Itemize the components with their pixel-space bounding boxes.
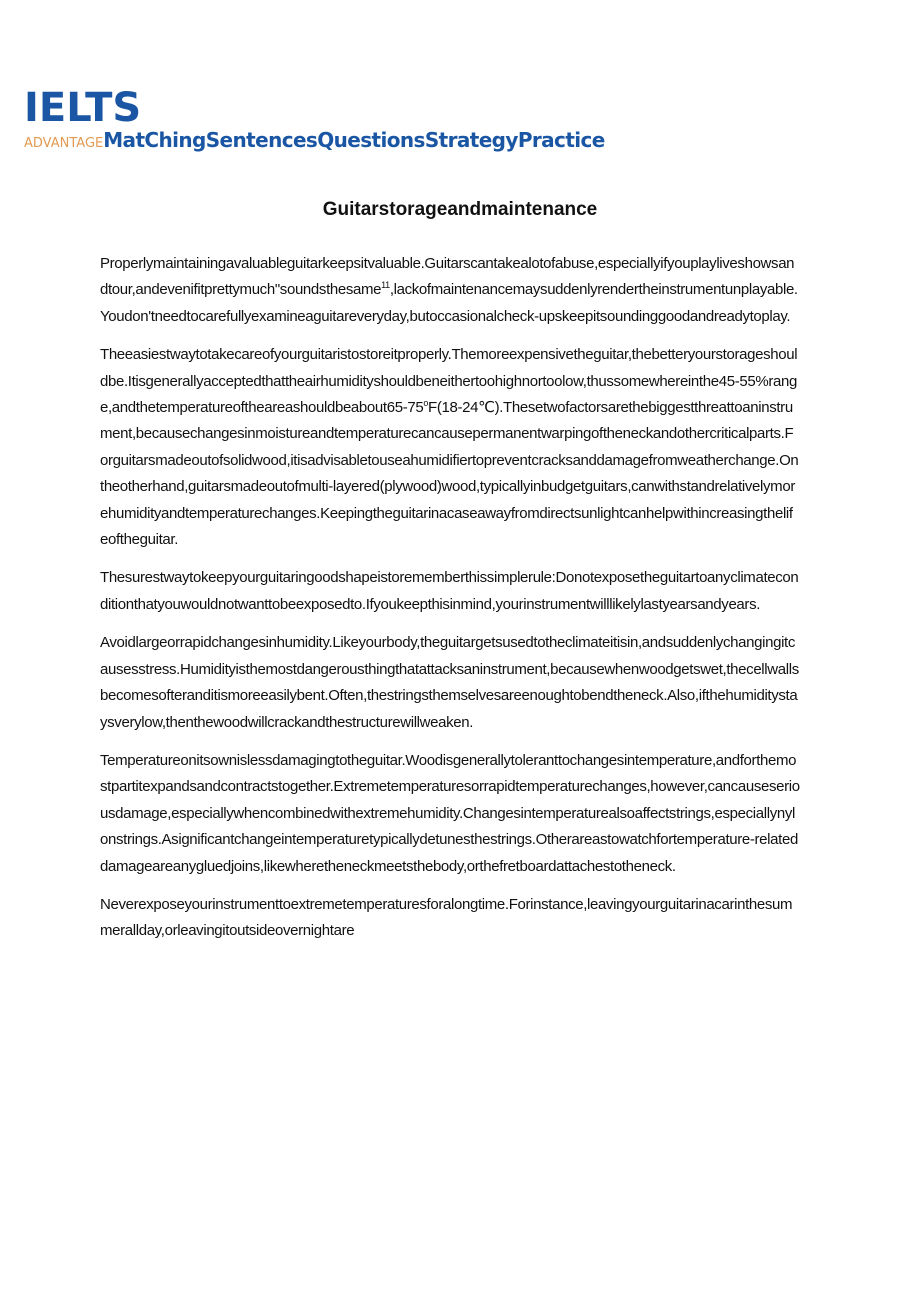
paragraph-5 — [100, 748, 800, 880]
paragraph-6 — [100, 892, 800, 945]
paragraph-3 — [100, 565, 800, 618]
paragraph-text: Neverexposeyourinstrumenttoextremetemperaturesforalongtime.Forinstance,leavingyourguitarinacarinthesummerallday,orleavingitoutsideovernightare — [100, 895, 793, 940]
paragraph-text: Theeasiestwaytotakecareofyourguitaristostoreitproperly.Themoreexpensivetheguitar,thebetteryourstorageshouldbe.Itisgenerallyacceptedthattheairhumidityshouldbeneithertoohighnortoolow,thussomewhereinthe45-55%range,andthetemperatureoftheareashouldbeabout65-75 — [100, 346, 798, 417]
paragraph-4 — [100, 630, 800, 736]
paragraph-text: Temperatureonitsownislessdamagingtotheguitar.Woodisgenerallytoleranttochangesintemperature,andforthemostpartitexpandsandcontractstogether.Extremetemperaturesorrapidtemperaturechanges,however,cancauseseriousdamage,especiallywhencombinedwithextremehumidity.Changesintemperaturealsoaffectstrings,especiallynylonstrings.Asignificantchangeintemperaturetypicallydetunesthestrings.Otherareastowatchfortemperature-relateddamageareanygluedjoins,likewheretheneckmeetsthebody,orthefretboardattachestotheneck. — [100, 751, 800, 875]
superscript: 11 — [381, 280, 390, 291]
paragraph-text: F(18-24℃).Thesetwofactorsarethebiggestthreattoaninstrument,becausechangesinmoistureandtemperaturecancausepermanentwarpingoftheneckandothercriticalparts.Forguitarsmadeoutofsolidwood,itisadvisabletouseahumidifiertopreventcracksanddamagefromweatherchange.Ontheotherhand,guitarsmadeoutofmulti-layered(plywood)wood,typicallyinbudgetguitars,canwithstandrelativelymorehumidityandtemperaturechanges.Keepingtheguitarinacaseawayfromdirectsunlightcanhelpwithincreasingthelifeoftheguitar. — [100, 399, 799, 549]
ielts-logo: IELTS — [24, 85, 142, 131]
header-subtitle — [24, 128, 605, 152]
series-title: MatChingSentencesQuestionsStrategyPractice — [103, 128, 605, 152]
paragraph-1 — [100, 251, 800, 330]
paragraph-text: Thesurestwaytokeepyourguitaringoodshapeistorememberthissimplerule:Donotexposetheguitartoanyclimateconditionthatyouwouldnotwanttobeexposedto.Ifyoukeepthisinmind,yourinstrumentwilllikelylastyearsandyears. — [100, 569, 799, 613]
article-body — [100, 251, 800, 957]
paragraph-2 — [100, 342, 800, 553]
paragraph-text: ,lackofmaintenancemaysuddenlyrendertheinstrumentunplayable.Youdon'tneedtocarefullyexamineaguitareveryday,butoccasionalcheck-upskeepitsoundinggoodandreadytoplay. — [100, 281, 798, 325]
brand-label: ADVANTAGE — [24, 136, 104, 151]
paragraph-text: Avoidlargeorrapidchangesinhumidity.Likeyourbody,theguitargetsusedtotheclimateitisin,andsuddenlychangingitcausesstress.Humidityisthemostdangerousthingthatattacksaninstrument,becausewhenwoodgetswet,thecellwallsbecomesofteranditismoreeasilybent.Often,thestringsthemselvesareenoughtobendtheneck.Also,ifthehumiditystaysverylow,thenthewoodwillcrackandthestructurewillweaken. — [100, 634, 799, 731]
paragraph-text: Properlymaintainingavaluableguitarkeepsitvaluable.Guitarscantakealotofabuse,especiallyifyouplayliveshowsandtour,andevenifitprettymuch"soundsthesame — [100, 255, 795, 299]
degree-superscript: o — [423, 398, 428, 409]
document-title: Guitarstorageandmaintenance — [322, 199, 598, 220]
